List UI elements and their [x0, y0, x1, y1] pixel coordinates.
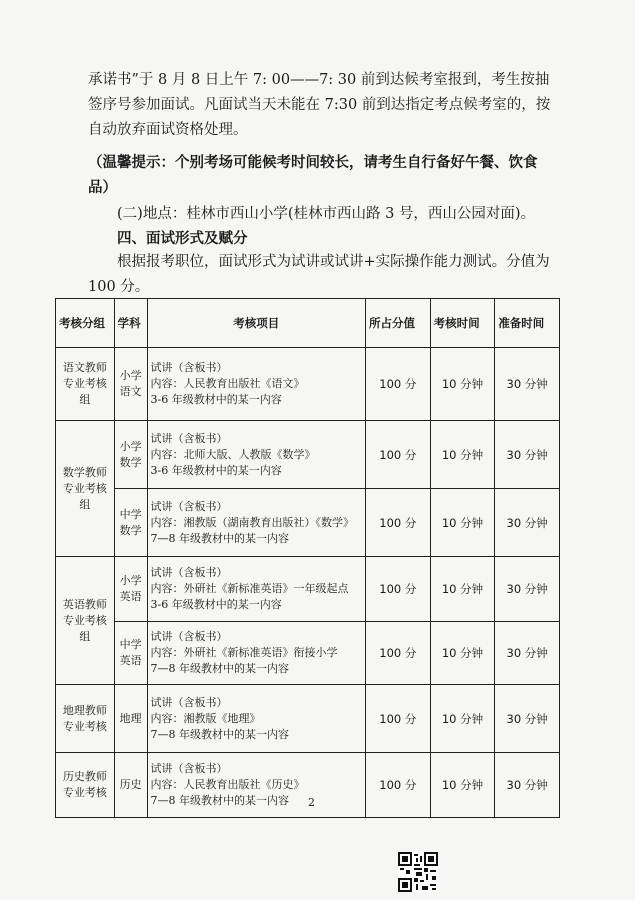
item-line: 试讲（含板书） [150, 361, 228, 374]
item-line: 内容：湘教版（湖南教育出版社）《数学》 [150, 515, 355, 529]
item-line: 试讲（含板书） [150, 630, 228, 643]
item-line: 试讲（含板书） [150, 695, 228, 709]
cell-subject: 小学数学 [114, 421, 147, 489]
table-row [56, 489, 560, 557]
item-line: 3-6 年级教材中的某一内容 [150, 393, 282, 406]
cell-prep: 30 分钟 [495, 622, 560, 685]
item-line: 7—8 年级教材中的某一内容 [150, 727, 290, 741]
item-line: 内容：北师大版、人教版《数学》 [150, 447, 316, 461]
table-row [56, 557, 560, 622]
item-line: 3-6 年级教材中的某一内容 [150, 598, 282, 611]
header-group: 考核分组 [56, 299, 115, 348]
cell-item [147, 348, 365, 421]
paragraph-report-time: 承诺书”于 8 月 8 日上午 7: 00——7: 30 前到达候考室报到，考生按抽签序号参加面试。凡面试当天未能在 7:30 前到达指定考点候考室的，按自动放弃面试资格处理。 [88, 72, 551, 138]
cell-score: 100 分 [365, 489, 430, 557]
cell-subject: 中学英语 [114, 622, 147, 685]
cell-subject: 小学语文 [114, 348, 147, 421]
cell-time: 10 分钟 [430, 622, 495, 685]
page-number: 2 [308, 796, 315, 809]
cell-prep: 30 分钟 [495, 685, 560, 753]
cell-group: 语文教师专业考核组 [56, 348, 115, 421]
header-score: 所占分值 [365, 299, 430, 348]
cell-score: 100 分 [365, 348, 430, 421]
header-item: 考核项目 [147, 299, 365, 348]
section-heading-interview-form: 四、面试形式及赋分 [117, 230, 248, 247]
item-line: 试讲（含板书） [150, 762, 228, 775]
item-line: 3-6 年级教材中的某一内容 [150, 463, 282, 477]
cell-score: 100 分 [365, 557, 430, 622]
cell-subject: 中学数学 [114, 489, 147, 557]
item-line: 试讲（含板书） [150, 499, 228, 513]
item-line: 7—8 年级教材中的某一内容 [150, 531, 290, 545]
table-row [56, 421, 560, 489]
header-subject: 学科 [114, 299, 147, 348]
cell-group: 历史教师专业考核 [56, 753, 115, 818]
cell-time: 10 分钟 [430, 685, 495, 753]
cell-group: 地理教师专业考核 [56, 685, 115, 753]
item-line: 内容：人民教育出版社《语文》 [150, 377, 305, 390]
table-row [56, 622, 560, 685]
paragraph-location: (二)地点：桂林市西山小学(桂林市西山路 3 号，西山公园对面)。 [117, 206, 536, 222]
item-line: 内容：外研社《新标准英语》衔接小学 [150, 646, 338, 659]
table-header-row [56, 299, 560, 348]
table-row [56, 348, 560, 421]
table-row [56, 685, 560, 753]
cell-time: 10 分钟 [430, 421, 495, 489]
paragraph-interview-form: 根据报考职位，面试形式为试讲或试讲+实际操作能力测试。分值为 100 分。 [88, 254, 550, 295]
qr-code-icon [398, 852, 438, 892]
cell-subject: 小学英语 [114, 557, 147, 622]
header-prep: 准备时间 [495, 299, 560, 348]
cell-time: 10 分钟 [430, 753, 495, 818]
item-line: 7—8 年级教材中的某一内容 [150, 662, 290, 675]
cell-score: 100 分 [365, 421, 430, 489]
cell-group: 英语教师专业考核组 [56, 557, 115, 685]
cell-score: 100 分 [365, 622, 430, 685]
item-line: 内容：人民教育出版社《历史》 [150, 778, 305, 791]
cell-prep: 30 分钟 [495, 348, 560, 421]
cell-prep: 30 分钟 [495, 421, 560, 489]
cell-time: 10 分钟 [430, 489, 495, 557]
cell-time: 10 分钟 [430, 557, 495, 622]
cell-score: 100 分 [365, 685, 430, 753]
item-line: 7—8 年级教材中的某一内容 [150, 794, 290, 807]
cell-prep: 30 分钟 [495, 753, 560, 818]
cell-subject: 地理 [114, 685, 147, 753]
cell-item [147, 753, 365, 818]
cell-group: 数学教师专业考核组 [56, 421, 115, 557]
cell-prep: 30 分钟 [495, 557, 560, 622]
cell-score: 100 分 [365, 753, 430, 818]
header-time: 考核时间 [430, 299, 495, 348]
cell-item [147, 489, 365, 557]
cell-item [147, 622, 365, 685]
exam-table [55, 298, 560, 818]
cell-item [147, 557, 365, 622]
cell-time: 10 分钟 [430, 348, 495, 421]
cell-prep: 30 分钟 [495, 489, 560, 557]
cell-subject: 历史 [114, 753, 147, 818]
paragraph-warm-tip: （温馨提示：个别考场可能候考时间较长，请考生自行备好午餐、饮食品） [88, 154, 538, 196]
item-line: 内容：外研社《新标准英语》一年级起点 [150, 582, 349, 595]
cell-item [147, 421, 365, 489]
item-line: 试讲（含板书） [150, 431, 228, 445]
item-line: 内容：湘教版《地理》 [150, 711, 261, 725]
item-line: 试讲（含板书） [150, 566, 228, 579]
cell-item [147, 685, 365, 753]
